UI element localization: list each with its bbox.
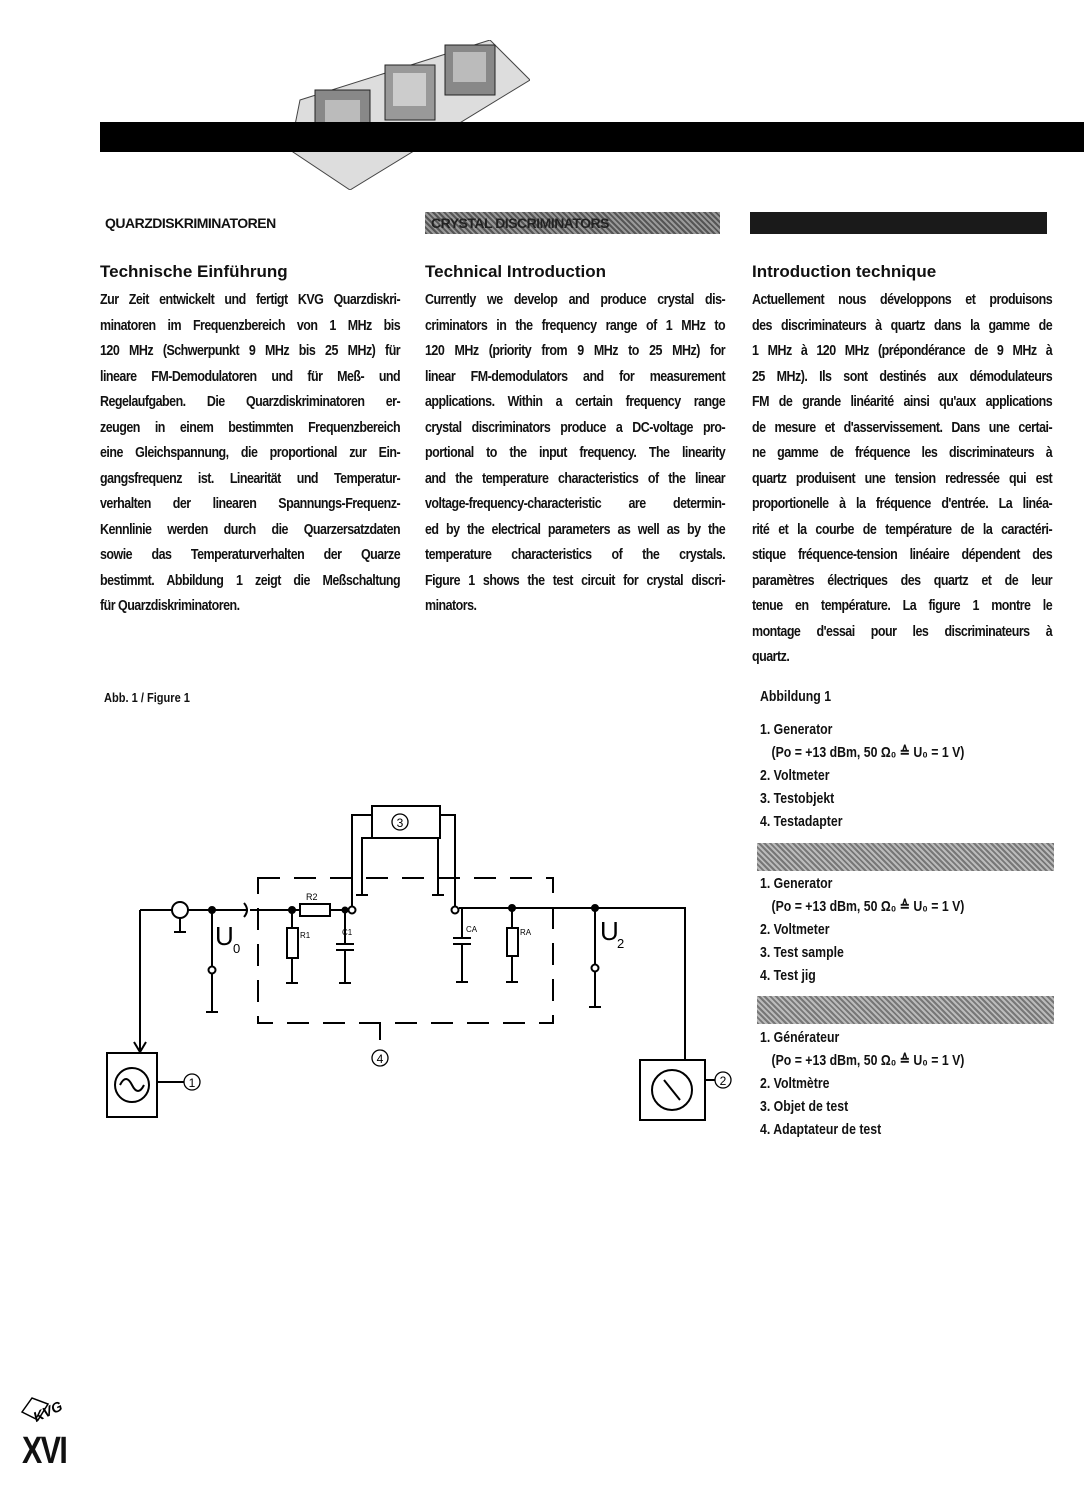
u2-subscript: 2 (617, 936, 625, 951)
test-object-box (372, 806, 440, 838)
legend-item: 4. Adaptateur de test (760, 1121, 882, 1138)
r2-label: R2 (306, 892, 318, 902)
paragraph-line: zeugen in einem bestimmten Frequenzbereich (100, 419, 401, 436)
callout-4-label: 4 (376, 1052, 384, 1066)
u0-label: U (215, 921, 234, 951)
legend-french (760, 1026, 1060, 1141)
capacitor-ca (453, 908, 471, 982)
paragraph-line: stique fréquence-tension linéaire dépendent des (752, 547, 1053, 563)
legend-item: 1. Generator (760, 721, 833, 738)
legend-item: 4. Test jig (760, 967, 816, 984)
paragraph-line: lineare FM-Demodulatoren und für Meß- und (100, 368, 401, 385)
column-title: Technical Introduction (425, 262, 607, 281)
callout-1-label: 1 (188, 1076, 196, 1090)
legend-item: (Po = +13 dBm, 50 Ω₀ ≙ U₀ = 1 V) (771, 898, 965, 915)
callout-2-label: 2 (719, 1074, 727, 1088)
paragraph-line: montage d'essai pour les discriminateurs à (752, 623, 1053, 640)
section-header-en: CRYSTAL DISCRIMINATORS (425, 212, 720, 234)
legend-divider-fr (757, 996, 1054, 1024)
paragraph-line: quartz produisent une tension redressée qui est (752, 470, 1053, 487)
paragraph-line: Actuellement nous développons et produisons (752, 292, 1053, 308)
paragraph-line: Regelaufgaben. Die Quarzdiskriminatoren er- (100, 394, 401, 410)
paragraph-line: portional to the input frequency. The linearity (425, 445, 726, 461)
legend-item: 4. Testadapter (760, 813, 843, 830)
paragraph-line: für Quarzdiskriminatoren. (100, 598, 240, 614)
u2-label: U (600, 916, 619, 946)
paragraph-line: proportionelle à la fréquence d'entrée. La linéa- (752, 496, 1053, 512)
callout-3-label: 3 (396, 816, 404, 830)
column-title: Technische Einführung (100, 262, 288, 281)
paragraph-line: 120 MHz (priority from 9 MHz to 25 MHz) for (425, 343, 726, 359)
page-number: XVI (22, 1430, 67, 1472)
legend-item: 3. Testobjekt (760, 790, 835, 807)
paragraph-line: gangsfrequenz ist. Linearität und Temperatur- (100, 470, 401, 487)
paragraph-line: and the temperature characteristics of the linear (425, 470, 726, 487)
legend-title: Abbildung 1 (760, 688, 832, 705)
legend-item: 2. Voltmeter (760, 767, 830, 784)
column-title: Introduction technique (752, 262, 937, 281)
legend-english (760, 872, 1060, 987)
svg-text:KVG: KVG (30, 1397, 65, 1425)
paragraph-line: ne gamme de fréquence les discriminateurs à (752, 445, 1053, 461)
paragraph-line: minators. (425, 598, 477, 614)
paragraph-line: quartz. (752, 649, 790, 665)
paragraph-line: Figure 1 shows the test circuit for crystal discri- (425, 572, 726, 589)
legend-item: (Po = +13 dBm, 50 Ω₀ ≙ U₀ = 1 V) (771, 1052, 965, 1069)
paragraph-line: ed by the electrical parameters as well as by the (425, 521, 726, 538)
paragraph-line: paramètres électriques des quartz et de leur (752, 572, 1053, 589)
paragraph-line: crystal discriminators produce a DC-voltage pro- (425, 419, 726, 436)
legend-item: (Po = +13 dBm, 50 Ω₀ ≙ U₀ = 1 V) (771, 744, 965, 761)
legend-divider-en (757, 843, 1054, 871)
paragraph-line: 1 MHz à 120 MHz (prépondérance de 9 MHz à (752, 343, 1053, 359)
paragraph-line: des discriminateurs à quartz dans la gamme de (752, 317, 1053, 334)
legend-item: 1. Generator (760, 875, 833, 892)
output-wire (459, 908, 685, 1060)
paragraph-line: voltage-frequency-characteristic are determin- (425, 496, 726, 512)
c1-label: C1 (342, 928, 353, 937)
legend-item: 1. Générateur (760, 1029, 840, 1046)
capacitor-c1 (336, 910, 354, 983)
legend-item: 2. Voltmètre (760, 1075, 830, 1092)
resistor-ra (507, 928, 518, 956)
paragraph-line: sowie das Temperaturverhalten der Quarze (100, 547, 401, 563)
paragraph-line: Zur Zeit entwickelt und fertigt KVG Quarzdiskri- (100, 292, 401, 308)
legend-item: 3. Objet de test (760, 1098, 849, 1115)
section-header-de: QUARZDISKRIMINATOREN (105, 215, 276, 231)
connector-icon (172, 902, 188, 918)
paragraph-line: Currently we develop and produce crystal dis- (425, 292, 726, 308)
legend-item: 3. Test sample (760, 944, 844, 961)
paragraph-line: 120 MHz (Schwerpunkt 9 MHz bis 25 MHz) für (100, 343, 401, 359)
resistor-r1 (287, 928, 298, 958)
paragraph-line: FM de grande linéarité ainsi qu'aux applications (752, 394, 1053, 410)
r1-label: R1 (300, 931, 311, 940)
paragraph-line: Kennlinie werden durch die Quarzersatzdaten (100, 521, 401, 538)
u0-subscript: 0 (233, 941, 241, 956)
paragraph-line: 25 MHz). Ils sont destinés aux démodulateurs (752, 368, 1053, 385)
paragraph-line: bestimmt. Abbildung 1 zeigt die Meßschaltung (100, 572, 401, 589)
legend-german (760, 718, 1060, 833)
ra-label: RA (520, 928, 532, 937)
resistor-r2 (300, 904, 330, 916)
paragraph-line: applications. Within a certain frequency range (425, 394, 726, 410)
paragraph-line: criminators in the frequency range of 1 MHz to (425, 317, 726, 334)
figure-caption: Abb. 1 / Figure 1 (104, 690, 190, 705)
kvg-logo (18, 1390, 98, 1430)
legend-item: 2. Voltmeter (760, 921, 830, 938)
paragraph-line: de mesure et d'asservissement. Dans une certai- (752, 419, 1053, 436)
ca-label: CA (466, 925, 478, 934)
paragraph-line: eine Gleichspannung, die proportional zur Ein- (100, 445, 401, 461)
paragraph-line: verhalten der linearen Spannungs-Frequenz- (100, 496, 401, 512)
paragraph-line: linear FM-demodulators and for measurement (425, 368, 726, 385)
paragraph-line: minatoren im Frequenzbereich von 1 MHz bis (100, 317, 401, 334)
paragraph-line: temperature characteristics of the crystals. (425, 547, 726, 563)
paragraph-line: rité et la courbe de température de la caractéri- (752, 521, 1053, 538)
paragraph-line: tenue en température. La figure 1 montre le (752, 598, 1053, 614)
